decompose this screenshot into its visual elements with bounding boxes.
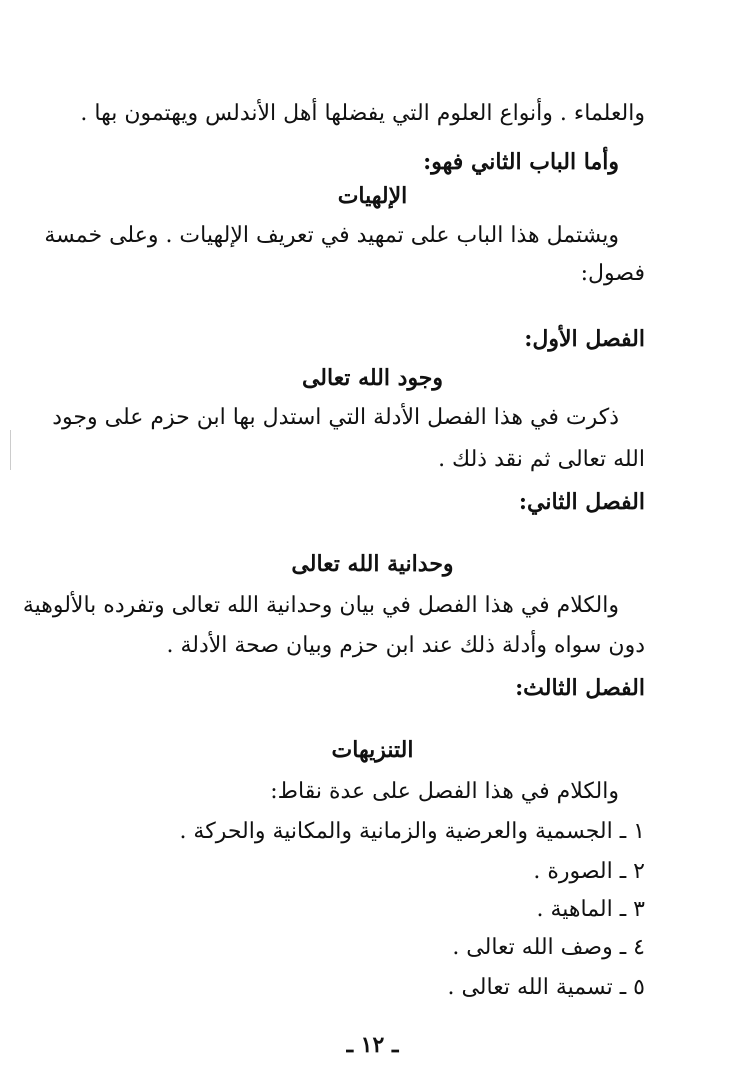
section-title: وحدانية الله تعالى	[291, 551, 454, 577]
text-line: والكلام في هذا الفصل على عدة نقاط:	[270, 779, 619, 804]
scan-edge-mark	[10, 430, 11, 470]
list-item: ٤ ـ وصف الله تعالى .	[452, 935, 645, 960]
section-title: التنزيهات	[331, 737, 414, 763]
page-number: ـ ١٢ ـ	[346, 1032, 399, 1058]
chapter-heading: وأما الباب الثاني فهو:	[423, 149, 619, 175]
list-item: ٢ ـ الصورة .	[533, 859, 645, 884]
chapter-title: الإلهيات	[337, 183, 408, 209]
text-line: فصول:	[580, 261, 645, 286]
section-heading: الفصل الثالث:	[515, 675, 645, 701]
text-line: ذكرت في هذا الفصل الأدلة التي استدل بها ابن حزم على وجود	[52, 405, 619, 430]
section-heading: الفصل الثاني:	[518, 489, 645, 515]
list-item: ٥ ـ تسمية الله تعالى .	[447, 975, 645, 1000]
text-line: والكلام في هذا الفصل في بيان وحدانية الله تعالى وتفرده بالألوهية	[22, 593, 619, 618]
list-item: ٣ ـ الماهية .	[536, 897, 645, 922]
text-line: والعلماء . وأنواع العلوم التي يفضلها أهل الأندلس ويهتمون بها .	[80, 101, 645, 126]
text-line: ويشتمل هذا الباب على تمهيد في تعريف الإلهيات . وعلى خمسة	[44, 223, 619, 248]
section-title: وجود الله تعالى	[301, 365, 444, 391]
list-item: ١ ـ الجسمية والعرضية والزمانية والمكانية والحركة .	[179, 819, 645, 844]
text-line: دون سواه وأدلة ذلك عند ابن حزم وبيان صحة الأدلة .	[166, 633, 645, 658]
section-heading: الفصل الأول:	[524, 326, 645, 352]
text-line: الله تعالى ثم نقد ذلك .	[438, 447, 645, 472]
